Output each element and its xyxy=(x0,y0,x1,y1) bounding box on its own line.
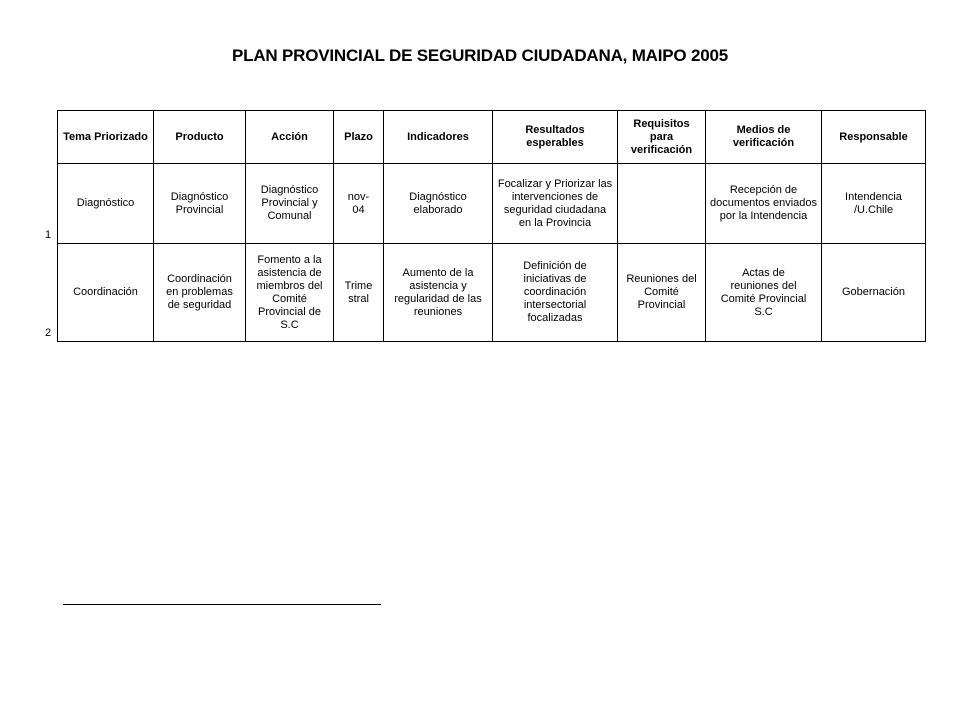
footnote-separator xyxy=(63,604,381,605)
cell-producto: Diagnóstico Provincial xyxy=(154,164,246,244)
cell-responsable: Gobernación xyxy=(822,244,926,342)
header-producto: Producto xyxy=(154,111,246,164)
page-title: PLAN PROVINCIAL DE SEGURIDAD CIUDADANA, MAIPO 2005 xyxy=(232,46,728,65)
header-tema-priorizado: Tema Priorizado xyxy=(58,111,154,164)
row-number: 1 xyxy=(44,229,52,241)
table-row xyxy=(58,164,926,244)
cell-producto: Coordinación en problemas de seguridad xyxy=(154,244,246,342)
cell-resultados-esperables: Focalizar y Priorizar las intervenciones de seguridad ciudadana en la Provincia xyxy=(493,164,618,244)
header-medios-verificacion: Medios de verificación xyxy=(706,111,822,164)
cell-medios-verificacion: Recepción de documentos enviados por la Intendencia xyxy=(706,164,822,244)
table-header-row xyxy=(58,111,926,164)
cell-medios-verificacion: Actas de reuniones del Comité Provincial S.C xyxy=(706,244,822,342)
header-resultados-esperables: Resultados esperables xyxy=(493,111,618,164)
header-requisitos-verificacion: Requisitos para verificación xyxy=(618,111,706,164)
header-accion: Acción xyxy=(246,111,334,164)
table-row xyxy=(58,244,926,342)
plan-table xyxy=(57,110,926,342)
header-indicadores: Indicadores xyxy=(384,111,493,164)
cell-tema-priorizado: Diagnóstico xyxy=(58,164,154,244)
cell-plazo: nov-04 xyxy=(334,164,384,244)
cell-tema-priorizado: Coordinación xyxy=(58,244,154,342)
header-plazo: Plazo xyxy=(334,111,384,164)
header-responsable: Responsable xyxy=(822,111,926,164)
cell-plazo: Trimestral xyxy=(334,244,384,342)
cell-indicadores: Aumento de la asistencia y regularidad de las reuniones xyxy=(384,244,493,342)
cell-responsable: Intendencia /U.Chile xyxy=(822,164,926,244)
cell-requisitos-verificacion xyxy=(618,164,706,244)
cell-indicadores: Diagnóstico elaborado xyxy=(384,164,493,244)
row-number: 2 xyxy=(44,327,52,339)
cell-accion: Diagnóstico Provincial y Comunal xyxy=(246,164,334,244)
cell-accion: Fomento a la asistencia de miembros del Comité Provincial de S.C xyxy=(246,244,334,342)
cell-resultados-esperables: Definición de iniciativas de coordinación intersectorial focalizadas xyxy=(493,244,618,342)
cell-requisitos-verificacion: Reuniones del Comité Provincial xyxy=(618,244,706,342)
